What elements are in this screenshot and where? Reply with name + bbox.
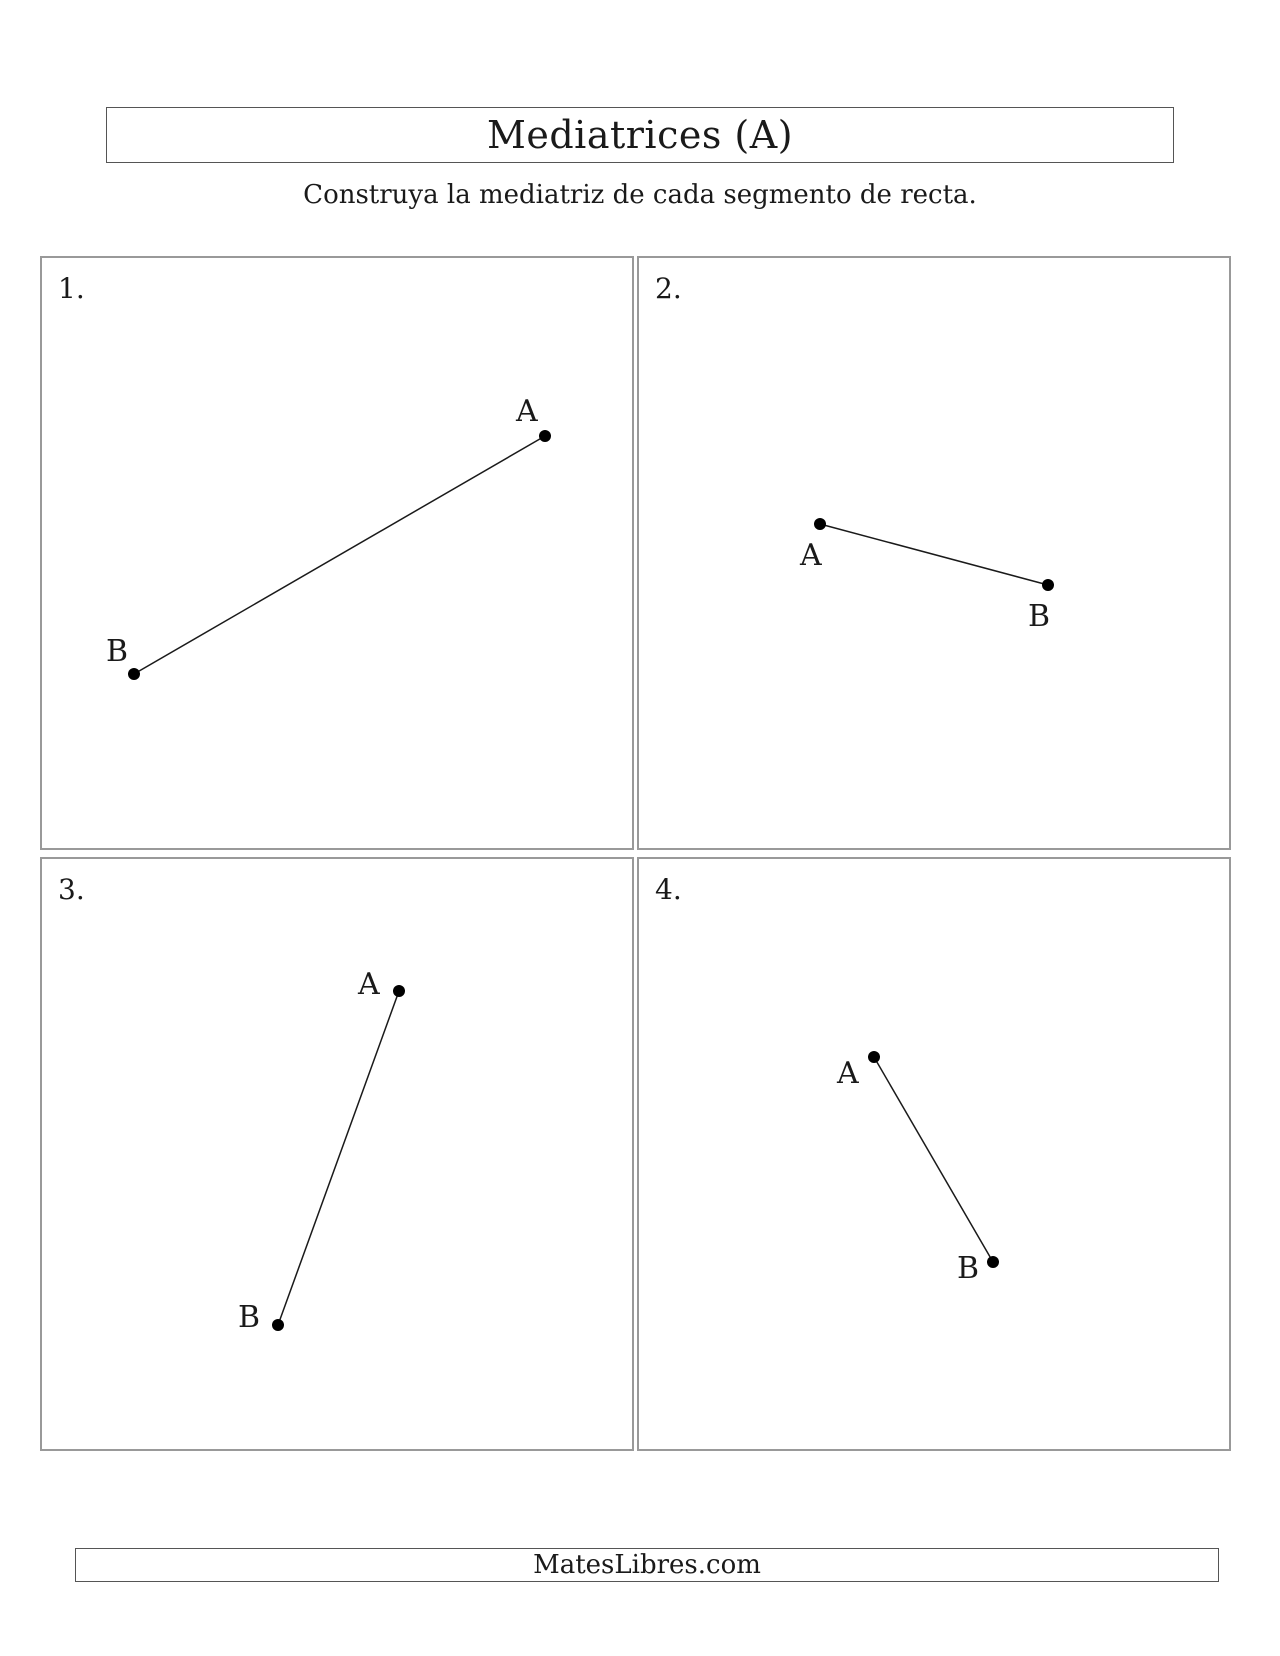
segment-ab bbox=[278, 991, 399, 1325]
worksheet-instructions: Construya la mediatriz de cada segmento de recta. bbox=[303, 180, 977, 210]
point-b-dot bbox=[272, 1319, 284, 1331]
problem-1-figure bbox=[42, 258, 632, 848]
point-a-label: A bbox=[516, 394, 538, 429]
point-b-label: B bbox=[106, 634, 129, 669]
point-a-label: A bbox=[800, 538, 822, 573]
point-b-label: B bbox=[957, 1251, 980, 1286]
problem-number: 1. bbox=[58, 272, 85, 305]
point-b-dot bbox=[128, 668, 140, 680]
worksheet-title: Mediatrices (A) bbox=[486, 113, 794, 157]
point-a-dot bbox=[393, 985, 405, 997]
point-b-dot bbox=[987, 1256, 999, 1268]
point-a-label: A bbox=[837, 1056, 859, 1091]
point-a-dot bbox=[868, 1051, 880, 1063]
problem-3-figure bbox=[42, 859, 632, 1449]
problem-4-figure bbox=[639, 859, 1229, 1449]
footer-box bbox=[75, 1548, 1219, 1582]
point-b-dot bbox=[1042, 579, 1054, 591]
worksheet-title-box bbox=[106, 107, 1174, 163]
problem-3-panel bbox=[40, 857, 634, 1451]
point-b-label: B bbox=[238, 1300, 261, 1335]
problem-1-panel bbox=[40, 256, 634, 850]
point-b-label: B bbox=[1028, 599, 1051, 634]
point-a-label: A bbox=[358, 967, 380, 1002]
point-a-dot bbox=[539, 430, 551, 442]
problem-2-panel bbox=[637, 256, 1231, 850]
segment-ab bbox=[874, 1057, 993, 1262]
footer-site-name: MatesLibres.com bbox=[533, 1550, 761, 1580]
problem-number: 4. bbox=[655, 873, 682, 906]
segment-ab bbox=[134, 436, 545, 674]
problem-4-panel bbox=[637, 857, 1231, 1451]
segment-ab bbox=[820, 524, 1048, 585]
problem-number: 2. bbox=[655, 272, 682, 305]
point-a-dot bbox=[814, 518, 826, 530]
problem-number: 3. bbox=[58, 873, 85, 906]
problem-2-figure bbox=[639, 258, 1229, 848]
